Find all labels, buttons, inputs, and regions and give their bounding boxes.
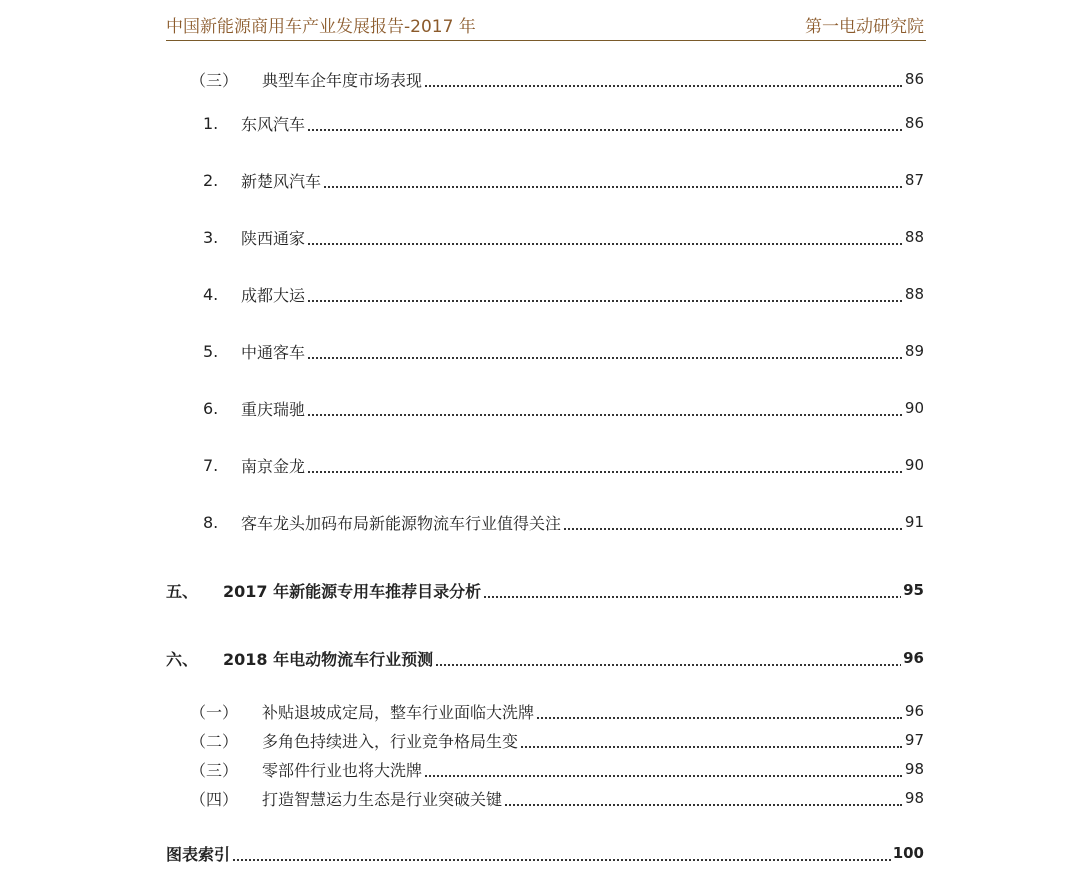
toc-entry[interactable] (0, 453, 1080, 477)
toc-entry[interactable] (0, 339, 1080, 363)
report-title: 中国新能源商用车产业发展报告-2017 年 (166, 17, 476, 37)
dot-leader (166, 857, 902, 861)
toc-entry[interactable] (0, 168, 1080, 192)
toc-entry-page: 96 (904, 702, 924, 720)
toc-entry-title: 2018 年电动物流车行业预测 (223, 647, 435, 670)
toc-entry-page: 98 (904, 760, 924, 778)
toc-entry-title: 补贴退坡成定局，整车行业面临大洗牌 (262, 700, 536, 723)
dot-leader (241, 298, 902, 302)
toc-entry-number: 六、 (166, 649, 199, 669)
toc-entry[interactable] (0, 757, 1080, 781)
toc-chapter[interactable] (0, 646, 1080, 670)
toc-entry[interactable] (0, 67, 1080, 91)
toc-entry-number: （一） (190, 702, 239, 722)
toc-entry-number: （二） (190, 731, 239, 751)
toc-entry-number: 6. (203, 398, 219, 418)
toc-entry[interactable] (0, 111, 1080, 135)
toc-entry-page: 98 (904, 789, 924, 807)
dot-leader (241, 184, 902, 188)
toc-entry-page: 90 (904, 456, 924, 474)
dot-leader (241, 355, 902, 359)
toc-entry-page: 88 (904, 285, 924, 303)
toc-entry-number: 3. (203, 227, 219, 247)
toc-entry-page: 90 (904, 399, 924, 417)
toc-chapter[interactable] (0, 841, 1080, 865)
toc-entry-page: 96 (903, 649, 924, 667)
toc-entry[interactable] (0, 282, 1080, 306)
toc-entry-number: 7. (203, 455, 219, 475)
toc-entry-title: 客车龙头加码布局新能源物流车行业值得关注 (241, 511, 563, 534)
toc-entry-title: 打造智慧运力生态是行业突破关键 (262, 787, 504, 810)
toc-entry-number: （三） (190, 70, 239, 90)
toc-entry-page: 86 (904, 114, 924, 132)
toc-entry[interactable] (0, 396, 1080, 420)
toc-entry-number: 五、 (166, 581, 199, 601)
toc-entry-title: 南京金龙 (241, 454, 307, 477)
toc-entry-title: 东风汽车 (241, 112, 307, 135)
toc-entry[interactable] (0, 728, 1080, 752)
toc-entry-page: 91 (904, 513, 924, 531)
toc-entry-page: 89 (904, 342, 924, 360)
toc-entry-title: 零部件行业也将大洗牌 (262, 758, 424, 781)
toc-entry[interactable] (0, 786, 1080, 810)
toc-entry-number: 5. (203, 341, 219, 361)
toc-entry-title: 中通客车 (241, 340, 307, 363)
toc-entry-page: 100 (892, 844, 924, 862)
dot-leader (241, 127, 902, 131)
toc-entry-page: 86 (904, 70, 924, 88)
toc-entry-title: 陕西通家 (241, 226, 307, 249)
toc-entry-title: 新楚风汽车 (241, 169, 323, 192)
toc-entry-number: 8. (203, 512, 219, 532)
toc-entry-number: （三） (190, 760, 239, 780)
page-header (166, 10, 926, 41)
toc-entry-page: 95 (903, 581, 924, 599)
toc-entry[interactable] (0, 225, 1080, 249)
toc-entry-page: 88 (904, 228, 924, 246)
toc-entry-title: 典型车企年度市场表现 (262, 68, 424, 91)
dot-leader (241, 241, 902, 245)
dot-leader (241, 469, 902, 473)
toc-entry-title: 2017 年新能源专用车推荐目录分析 (223, 579, 483, 602)
toc-entry-number: 4. (203, 284, 219, 304)
toc-entry[interactable] (0, 510, 1080, 534)
toc-chapter[interactable] (0, 578, 1080, 602)
toc-entry-number: 2. (203, 170, 219, 190)
toc-entry-number: （四） (190, 789, 239, 809)
publisher-name: 第一电动研究院 (805, 17, 924, 37)
toc-entry-title: 多角色持续进入，行业竞争格局生变 (262, 729, 520, 752)
toc-entry-title: 成都大运 (241, 283, 307, 306)
toc-entry[interactable] (0, 699, 1080, 723)
toc-entry-number: 1. (203, 113, 219, 133)
toc-entry-page: 97 (904, 731, 924, 749)
toc-entry-page: 87 (904, 171, 924, 189)
dot-leader (241, 412, 902, 416)
toc-entry-title: 图表索引 (166, 842, 232, 865)
toc-entry-title: 重庆瑞驰 (241, 397, 307, 420)
